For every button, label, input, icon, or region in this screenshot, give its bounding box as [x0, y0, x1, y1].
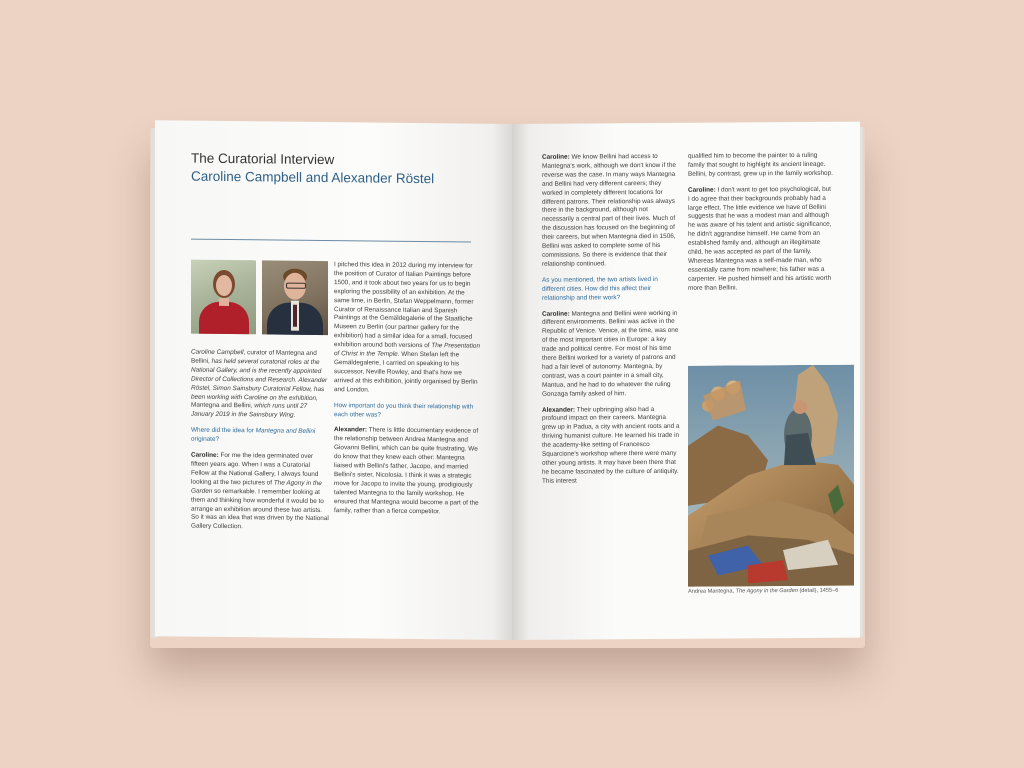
answer-5: [688, 185, 834, 293]
question-1: [191, 427, 329, 446]
answer-1-text2: so remarkable. I remember looking at them and thinking how wonderful it would be to arrange an exhibition around these two artists. So it was an idea that was driven by the National Gallery Collection.: [191, 487, 329, 531]
answer-1-text1: For me the idea germinated over fifteen years ago. When I was a Curatorial Fellow at the National Gallery, I always found looking at the two pictures of: [191, 451, 319, 487]
question-1-part2: Mantegna and Bellini: [255, 427, 316, 436]
right-col1-p1-speaker: Caroline:: [542, 153, 570, 161]
left-col2-p1-italic: The Presentation of Christ in the Temple.: [334, 342, 481, 358]
left-page: [155, 120, 513, 640]
answer-1-speaker: Caroline:: [191, 451, 219, 459]
answer-3-speaker: Caroline:: [542, 310, 570, 318]
answer-4-text: Their upbringing also had a profound impact on their careers. Mantegna grew up in Padua, a city with ancient roots and a thriving humanist culture. He learned his trade in the academy-like setting of Francesco Squarcione's workshop where there were many other young artists. It may have been there that he became fascinated by the culture of antiquity. This interest: [542, 405, 680, 485]
right-col2-paragraph-1: qualified him to become the painter to a ruling family that sought to highlight its ancient lineage. Bellini, by contrast, grew up in the family workshop.: [688, 151, 833, 178]
answer-2: [334, 427, 480, 518]
right-column-2: [688, 152, 834, 301]
answer-2-text: There is little documentary evidence of the relationship between Andrea Mantegna and Giovanni Bellini, which can be quite frustrating. We do know that they knew each other: Mantegna liaised with Bellini's father, Jacopo, and married Bellini's sister, Nicolosia. I think it was a strategic move for Jacopo to invite the young, prodigiously talented Mantegna to the family workshop. He ensured that Mantegna would become a part of the family, rather than a fierce competitor.: [334, 426, 479, 515]
answer-3-text: Mantegna and Bellini were working in different environments. Bellini was active in the Republic of Venice. Venice, at the time, was one of the most important cities in Europe: a key trade and political centre. For most of his time there Bellini worked for a variety of patrons and had a fair level of autonomy. Mantegna, by contrast, was a court painter in a small city, Mantua, and he had to do whatever the ruling Gonzaga family asked of him.: [542, 309, 679, 398]
left-col2-p1-text1: I pitched this idea in 2012 during my interview for the position of Curator of Italian Paintings before 1500, and it took about two years for us to begin exploring the possibility of an exhibition. At the same time, in Berlin, Stefan Weppelmann, former Curator of Renaissance Italian and Spanish Paintings at the Gemäldegalerie of the Staatliche Museen zu Berlin (our partner gallery for the exhibition) had a similar idea for a small, focused exhibition around both versions of: [334, 261, 474, 350]
portrait-alexander-rostel: [262, 260, 328, 335]
answer-5-speaker: Caroline:: [688, 186, 716, 194]
painting-caption-artist: Andrea Mantegna,: [688, 588, 736, 595]
left-col2-p1-text2: When Stefan left the Gemäldegalerie, I carried on speaking to his successor, Neville Rowley, and that's how we arrived at this exhibition, jointly organised by Berlin and London.: [334, 350, 478, 394]
painting-illustration: [688, 365, 854, 587]
answer-1-italic: The Agony in the Garden: [191, 479, 322, 495]
right-column-1: [542, 153, 680, 494]
intro-caption-part5: which runs until 27 January 2019 in the Sainsbury Wing.: [191, 402, 308, 420]
left-column-1: [191, 349, 329, 541]
painting-agony-in-the-garden: [688, 365, 854, 587]
intro-caption-part3: has held several curatorial roles at the National Gallery, and is the recently appointed Director of Collections and Research. Alexander Röstel, Simon Sainsbury Curatorial Fellow, has been working with Caroline on the exhibition,: [191, 357, 328, 402]
right-col1-paragraph-1: [542, 153, 680, 270]
answer-4: [542, 405, 680, 486]
article-title: The Curatorial Interview: [191, 150, 335, 168]
answer-5-text: I don't want to get too psychological, but I do agree that their backgrounds probably had a large effect. The little evidence we have of Bellini suggests that he was a modest man and although he was aware of his talent and artistic significance, he didn't aggrandise himself. He came from an established family and, although an illegitimate child, he was accepted as part of the family. Whereas Mantegna was a self-made man, who essentially came from nowhere; his father was a carpenter. He pushed himself and his artistic worth more than Bellini.: [688, 185, 832, 292]
article-subtitle: Caroline Campbell and Alexander Röstel: [191, 168, 435, 187]
question-1-part1: Where did the idea for: [191, 426, 256, 435]
answer-3: [542, 309, 680, 399]
left-column-2: [334, 261, 480, 524]
question-1-part3: originate?: [191, 435, 220, 444]
question-3: As you mentioned, the two artists lived in different cities. How did this affect their relationship and their work?: [542, 275, 658, 302]
answer-2-speaker: Alexander:: [334, 426, 368, 434]
intro-caption-part4: Mantegna and Bellini,: [191, 402, 255, 410]
painting-caption-rest: (detail), 1455–6: [797, 587, 839, 595]
answer-4-speaker: Alexander:: [542, 406, 576, 414]
painting-caption-title: The Agony in the Garden: [735, 588, 798, 595]
left-col2-paragraph-1: [334, 261, 480, 396]
answer-1: [191, 452, 329, 534]
intro-caption: [191, 349, 329, 422]
intro-caption-part2: curator of Mantegna and Bellini,: [191, 349, 317, 365]
portrait-caroline-campbell: [191, 260, 256, 335]
question-2: How important do you think their relationship with each other was?: [334, 401, 474, 419]
painting-caption: [688, 588, 858, 597]
right-page: [512, 122, 860, 640]
right-col1-p1-text: We know Bellini had access to Mantegna's work, although we don't know if the reverse was the case. In many ways Mantegna and Bellini had very different careers; they worked in completely different locations for different patrons. Their relationship was always there in the background, although not necessarily a central part of their lives. Much of the discussion has focused on the beginning of their careers, but when Mantegna died in 1506, Bellini was asked to complete some of his commissions. So there is evidence that their relationship continued.: [542, 152, 676, 268]
intro-caption-part1: Caroline Campbell,: [191, 348, 246, 357]
title-divider: [191, 239, 471, 243]
